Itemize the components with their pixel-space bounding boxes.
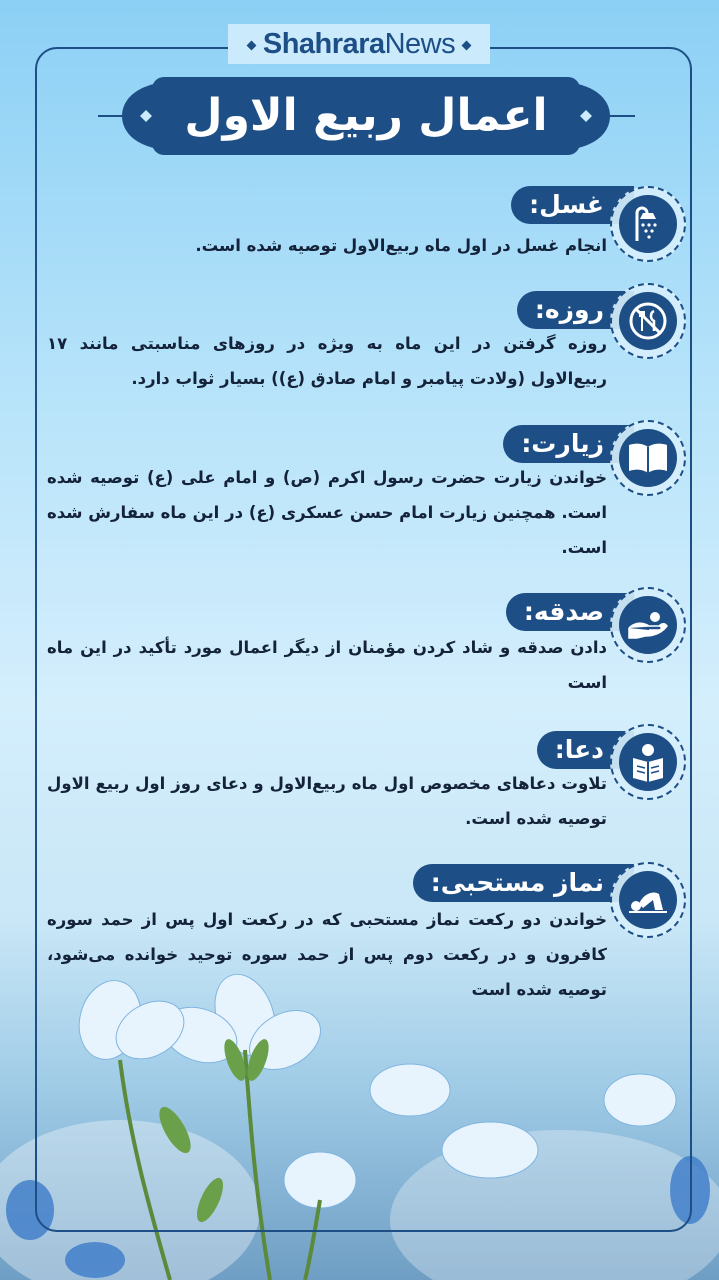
section-heading-fasting: روزه: <box>517 291 634 329</box>
section-icon-charity <box>610 587 686 663</box>
giving-hand-icon <box>627 610 669 640</box>
section-icon-ghusl <box>610 186 686 262</box>
shower-icon <box>629 205 667 243</box>
diamond-ornament-icon <box>462 40 472 50</box>
title-ornament-left-icon <box>120 84 154 148</box>
brand-logo <box>228 24 490 64</box>
open-book-icon <box>627 441 669 475</box>
section-heading-prayer: نماز مستحبی: <box>413 864 634 902</box>
title-ornament-right-icon <box>578 84 612 148</box>
section-icon-ziyarat <box>610 420 686 496</box>
section-text-dua: تلاوت دعاهای مخصوص اول ماه ربیع‌الاول و دعای روز اول ربیع الاول توصیه شده است. <box>47 774 607 828</box>
no-food-icon <box>628 301 668 341</box>
section-icon-prayer <box>610 862 686 938</box>
section-heading-dua: دعا: <box>537 731 634 769</box>
page-title: اعمال ربیع الاول <box>152 77 580 155</box>
section-text-charity: دادن صدقه و شاد کردن مؤمنان از دیگر اعمال مورد تأکید در این ماه است <box>47 638 607 692</box>
brand-name-part2: News <box>384 28 456 60</box>
section-heading-ghusl: غسل: <box>511 186 634 224</box>
section-text-fasting: روزه گرفتن در این ماه به ویژه در روزهای مناسبتی مانند ۱۷ ربیع‌الاول (ولادت پیامبر و امام صادق (ع)) بسیار ثواب دارد. <box>47 334 607 388</box>
section-text-ziyarat: خواندن زیارت حضرت رسول اکرم (ص) و امام علی (ع) توصیه شده است. همچنین زیارت امام حسن عسکری (ع) در این ماه سفارش شده است. <box>47 468 607 557</box>
reading-prayer-icon <box>629 742 667 782</box>
diamond-ornament-icon <box>246 40 256 50</box>
section-text-prayer: خواندن دو رکعت نماز مستحبی که در رکعت اول پس از حمد سوره کافرون و در رکعت دوم پس از حمد سوره توحید خوانده می‌شود، توصیه شده است <box>47 910 607 999</box>
section-heading-charity: صدقه: <box>506 593 634 631</box>
prostration-icon <box>627 884 669 916</box>
section-icon-dua <box>610 724 686 800</box>
brand-name-part1: Shahrara <box>262 28 385 60</box>
section-icon-fasting <box>610 283 686 359</box>
section-text-ghusl: انجام غسل در اول ماه ربیع‌الاول توصیه شده است. <box>195 236 607 255</box>
section-heading-ziyarat: زیارت: <box>503 425 634 463</box>
